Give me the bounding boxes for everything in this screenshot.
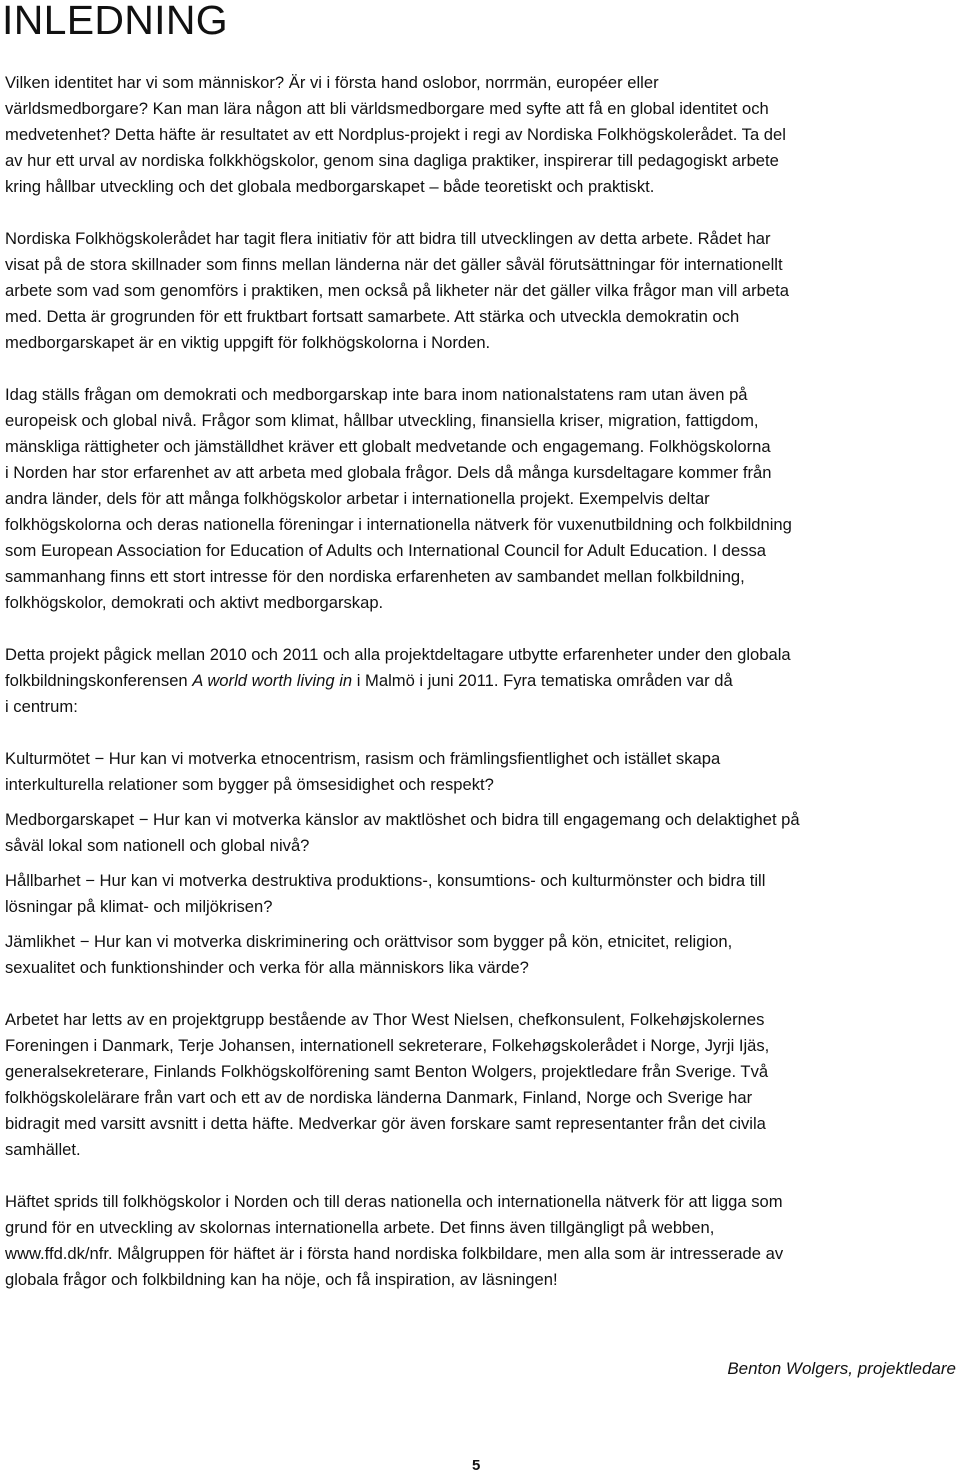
text-line: sammanhang finns ett stort intresse för den nordiska erfarenheten av sambandet mellan folkbildning, <box>5 567 745 586</box>
text-line: lösningar på klimat- och miljökrisen? <box>5 897 273 916</box>
text-line: Vilken identitet har vi som människor? Är vi i första hand oslobor, norrmän, européer eller <box>5 73 659 92</box>
text-line: bidragit med varsitt avsnitt i detta häfte. Medverkar gör även forskare samt representanter från det civila <box>5 1114 766 1133</box>
text-line: världsmedborgare? Kan man lära någon att bli världsmedborgare med syfte att få en global identitet och <box>5 99 769 118</box>
text-line: i centrum: <box>5 697 78 716</box>
text-line: europeisk och global nivå. Frågor som klimat, hållbar utveckling, finansiella kriser, migration, fattigdom, <box>5 411 759 430</box>
paragraph-2 <box>5 226 957 356</box>
text-line: Medborgarskapet − Hur kan vi motverka känslor av maktlöshet och bidra till engagemang och delaktighet på <box>5 810 800 829</box>
body-text <box>5 70 957 1319</box>
text-line: medvetenhet? Detta häfte är resultatet av ett Nordplus-projekt i regi av Nordiska Folkhögskolerådet. Ta del <box>5 125 786 144</box>
text-line: Hållbarhet − Hur kan vi motverka destruktiva produktions-, konsumtions- och kulturmönster och bidra till <box>5 871 766 890</box>
text-fragment: i Malmö i juni 2011. Fyra tematiska områden var då <box>352 671 733 690</box>
text-line: generalsekreterare, Finlands Folkhögskolförening samt Benton Wolgers, projektledare från Sverige. Två <box>5 1062 769 1081</box>
page-number: 5 <box>472 1457 481 1474</box>
text-line: medborgarskapet är en viktig uppgift för folkhögskolorna i Norden. <box>5 333 491 352</box>
text-line: mänskliga rättigheter och jämställdhet kräver ett globalt medvetande och engagemang. Folkhögskolorna <box>5 437 771 456</box>
text-line: folkhögskolelärare från vart och ett av de nordiska länderna Danmark, Finland, Norge och Sverige har <box>5 1088 753 1107</box>
text-line: Häftet sprids till folkhögskolor i Norden och till deras nationella och internationella nätverk för att ligga som <box>5 1192 783 1211</box>
page-title: INLEDNING <box>2 0 228 43</box>
theme-jamlikhet <box>5 929 957 981</box>
text-line: med. Detta är grogrunden för ett fruktbart fortsatt samarbete. Att stärka och utveckla demokratin och <box>5 307 740 326</box>
text-line: kring hållbar utveckling och det globala medborgarskapet – både teoretiskt och praktiskt. <box>5 177 655 196</box>
text-line: av hur ett urval av nordiska folkkhögskolor, genom sina dagliga praktiker, inspirerar till pedagogiskt arbete <box>5 151 779 170</box>
text-line: sexualitet och funktionshinder och verka för alla människors lika värde? <box>5 958 529 977</box>
text-line: Nordiska Folkhögskolerådet har tagit flera initiativ för att bidra till utvecklingen av detta arbete. Rådet har <box>5 229 771 248</box>
paragraph-distribution <box>5 1189 957 1293</box>
theme-medborgarskapet <box>5 807 957 859</box>
paragraph-project-group <box>5 1007 957 1163</box>
text-line: grund för en utveckling av skolornas internationella arbete. Det finns även tillgängligt på webben, <box>5 1218 715 1237</box>
text-line: som European Association for Education of Adults och International Council for Adult Education. I dessa <box>5 541 767 560</box>
text-line: folkhögskolorna och deras nationella föreningar i internationella nätverk för vuxenutbildning och folkbildning <box>5 515 792 534</box>
text-line: arbete som vad som genomförs i praktiken, men också på likheter när det gäller vilka frågor man vill arbeta <box>5 281 789 300</box>
text-line: Idag ställs frågan om demokrati och medborgarskap inte bara inom nationalstatens ram utan även på <box>5 385 748 404</box>
text-line: Jämlikhet − Hur kan vi motverka diskriminering och orättvisor som bygger på kön, etnicitet, religion, <box>5 932 733 951</box>
text-line <box>5 668 957 694</box>
text-line: folkhögskolor, demokrati och aktivt medborgarskap. <box>5 593 384 612</box>
text-line: andra länder, dels för att många folkhögskolor arbetar i internationella projekt. Exempelvis deltar <box>5 489 710 508</box>
theme-kulturmotet <box>5 746 957 798</box>
text-line: interkulturella relationer som bygger på ömsesidighet och respekt? <box>5 775 494 794</box>
text-line: Arbetet har letts av en projektgrupp bestående av Thor West Nielsen, chefkonsulent, Folkehøjskolernes <box>5 1010 765 1029</box>
conference-title: A world worth living in <box>192 671 353 690</box>
text-line: www.ffd.dk/nfr. Målgruppen för häftet är i första hand nordiska folkbildare, men alla som är intresserade av <box>5 1244 784 1263</box>
text-line: samhället. <box>5 1140 81 1159</box>
text-line: Kulturmötet − Hur kan vi motverka etnocentrism, rasism och främlingsfientlighet och istället skapa <box>5 749 721 768</box>
text-line: i Norden har stor erfarenhet av att arbeta med globala frågor. Dels då många kursdeltagare kommer från <box>5 463 772 482</box>
paragraph-4 <box>5 642 957 720</box>
text-line: Detta projekt pågick mellan 2010 och 2011 och alla projektdeltagare utbytte erfarenheter under den globala <box>5 645 791 664</box>
signature: Benton Wolgers, projektledare <box>727 1359 956 1378</box>
paragraph-3 <box>5 382 957 616</box>
text-line: globala frågor och folkbildning kan ha nöje, och få inspiration, av läsningen! <box>5 1270 558 1289</box>
text-line: såväl lokal som nationell och global nivå? <box>5 836 310 855</box>
paragraph-1 <box>5 70 957 200</box>
text-line: visat på de stora skillnader som finns mellan länderna när det gäller såväl förutsättningar för internationellt <box>5 255 783 274</box>
text-line: Foreningen i Danmark, Terje Johansen, internationell sekreterare, Folkehøgskolerådet i Norge, Jyrji Ijäs, <box>5 1036 770 1055</box>
theme-hallbarhet <box>5 868 957 920</box>
text-fragment: folkbildningskonferensen <box>5 671 193 690</box>
